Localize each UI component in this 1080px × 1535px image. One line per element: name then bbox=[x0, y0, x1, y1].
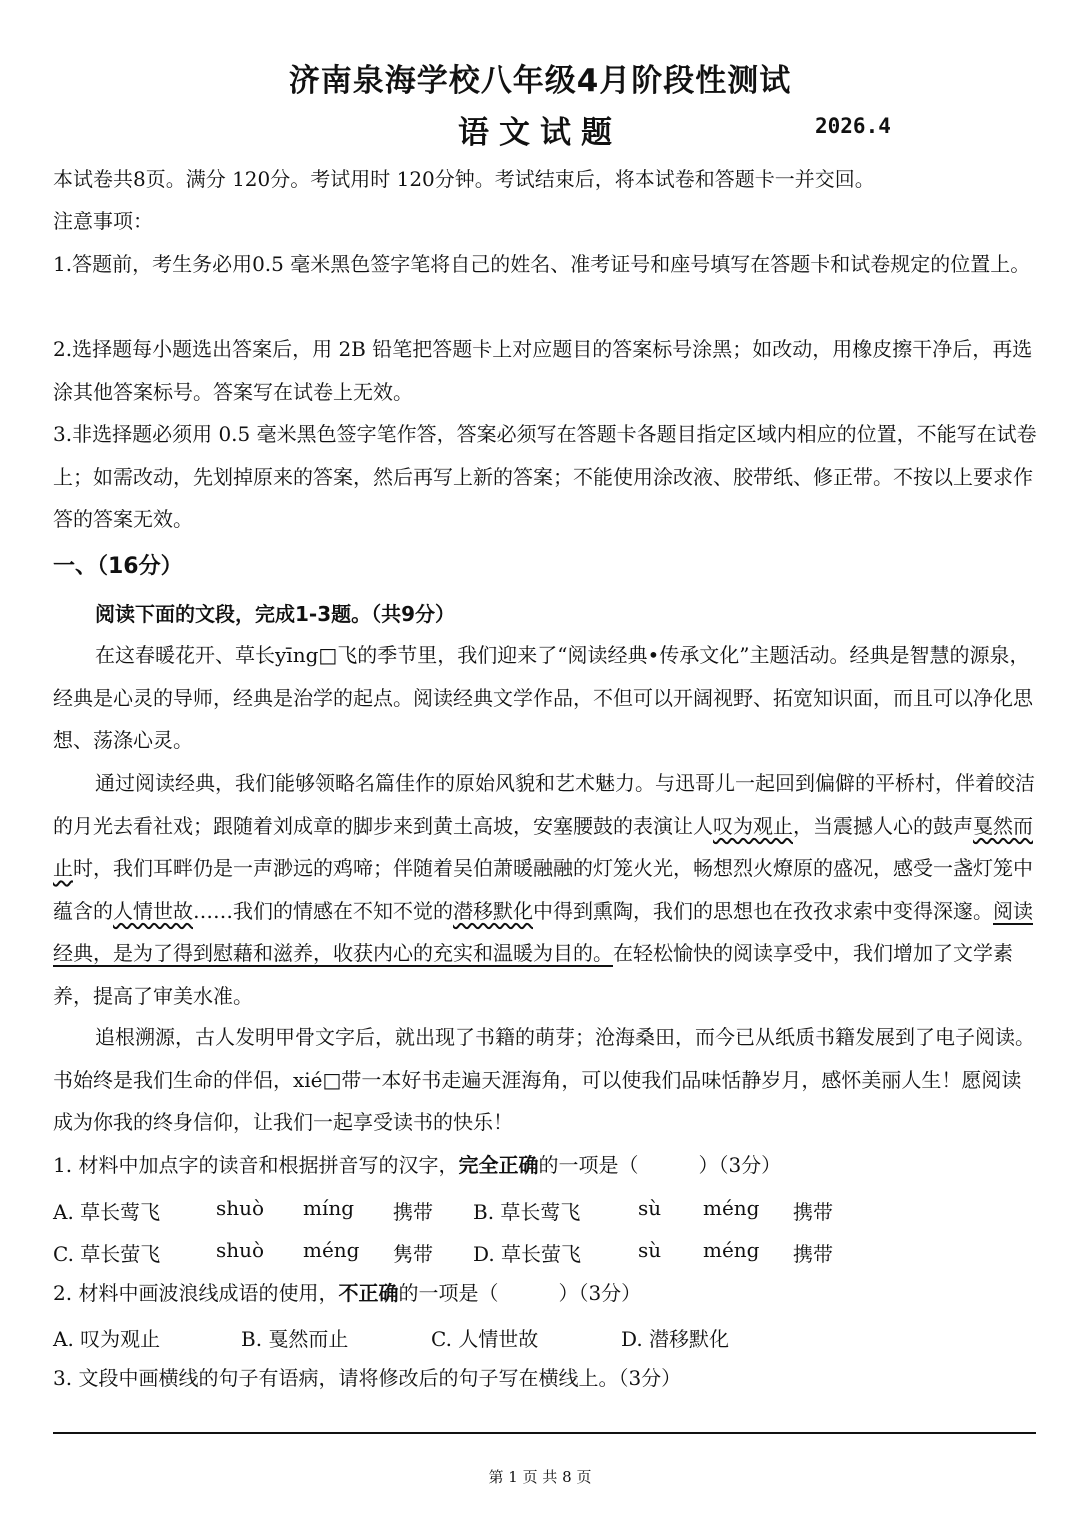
notice-label: 注意事项： bbox=[53, 209, 153, 233]
q1-stem-text: 1. 材料中加点字的读音和根据拼音写的汉字， bbox=[53, 1153, 459, 1177]
q1-option-b: B. 草长莺飞 bbox=[473, 1200, 581, 1224]
q2-stem-text: 2. 材料中画波浪线成语的使用， bbox=[53, 1281, 339, 1305]
underlined-sentence: 阅读经典，是为了得到慰藉和滋养，收获内心的充实和温暖为目的。 bbox=[53, 898, 1033, 965]
notice-1: 1.答题前，考生务必用0.5 毫米黑色签字笔将自己的姓名、准考证号和座号填写在答题卡和试卷规定的位置上。 bbox=[53, 252, 1031, 276]
p2-text: 通过阅读经典，我们能够领略名篇佳作的原始风貌和艺术魅力。与迅哥儿一起回到偏僻的平桥村，伴着皎洁的月光去看社戏；跟随着刘成章的脚步来到黄土高坡，安塞腰鼓的表演让人 bbox=[53, 771, 1035, 838]
q1-option-b-word: 携带 bbox=[793, 1200, 833, 1224]
q1-option-b-pinyin-2: méng bbox=[703, 1196, 760, 1220]
question-1-stem bbox=[53, 1144, 1038, 1187]
passage-paragraph-1: 在这春暖花开、草长yīng□飞的季节里，我们迎来了“阅读经典•传承文化”主题活动。经典是智慧的源泉，经典是心灵的导师，经典是治学的起点。阅读经典文学作品，不但可以开阔视野、拓宽知识面，而且可以净化思想、荡涤心灵。 bbox=[53, 643, 1033, 752]
q1-option-d-pinyin-1: sù bbox=[638, 1238, 662, 1262]
q1-option-c-word: 隽带 bbox=[393, 1242, 433, 1266]
wavy-idiom-1: 叹为观止 bbox=[713, 813, 793, 838]
answer-line bbox=[53, 1432, 1036, 1434]
q1-stem-text: 的一项是（ ）（3分） bbox=[538, 1153, 782, 1177]
q1-option-a-pinyin-1: shuò bbox=[216, 1196, 265, 1220]
wavy-idiom-2: 戛然而止 bbox=[53, 813, 1033, 880]
p2-text: 在轻松愉快的阅读享受中，我们增加了文学素养，提高了审美水准。 bbox=[53, 941, 1013, 1008]
q2-option-d: D. 潜移默化 bbox=[621, 1327, 730, 1351]
exam-subject: 语文试题 bbox=[458, 115, 622, 151]
reading-instruction: 阅读下面的文段，完成1-3题。（共9分） bbox=[95, 602, 456, 626]
q1-option-c-pinyin-2: méng bbox=[303, 1238, 360, 1262]
q1-option-d-word: 携带 bbox=[793, 1242, 833, 1266]
p2-text: 中得到熏陶，我们的思想也在孜孜求索中变得深邃。 bbox=[533, 898, 993, 923]
section-heading: 一、（16分） bbox=[53, 554, 183, 579]
q2-emphasis: 不正确 bbox=[338, 1281, 399, 1305]
notice-2: 2.选择题每小题选出答案后，用 2B 铅笔把答题卡上对应题目的答案标号涂黑；如改动，用橡皮擦干净后，再选涂其他答案标号。答案写在试卷上无效。 bbox=[53, 337, 1033, 404]
wavy-idiom-4: 潜移默化 bbox=[453, 898, 533, 923]
wavy-idiom-3: 人情世故 bbox=[113, 898, 193, 923]
q2-option-c: C. 人情世故 bbox=[431, 1327, 539, 1351]
passage-paragraph-2 bbox=[53, 762, 1038, 1017]
q1-option-a-word: 携带 bbox=[393, 1200, 433, 1224]
passage-paragraph-3: 追根溯源，古人发明甲骨文字后，就出现了书籍的萌芽；沧海桑田，而今已从纸质书籍发展到了电子阅读。书始终是我们生命的伴侣，xié□带一本好书走遍天涯海角，可以使我们品味恬静岁月，感怀美丽人生！愿阅读成为你我的终身信仰，让我们一起享受读书的快乐！ bbox=[53, 1025, 1035, 1134]
q2-stem-text: 的一项是（ ）（3分） bbox=[398, 1281, 642, 1305]
q1-emphasis: 完全正确 bbox=[458, 1153, 539, 1177]
q1-option-c-pinyin-1: shuò bbox=[216, 1238, 265, 1262]
q1-option-a: A. 草长莺飞 bbox=[53, 1200, 161, 1224]
notice-3: 3.非选择题必须用 0.5 毫米黑色签字笔作答，答案必须写在答题卡各题目指定区域内相应的位置，不能写在试卷上；如需改动，先划掉原来的答案，然后再写上新的答案；不能使用涂改液、胶带纸、修正带。不按以上要求作答的答案无效。 bbox=[53, 422, 1037, 531]
p2-text: 时，我们耳畔仍是一声渺远的鸡啼；伴随着吴伯萧暖融融的灯笼火光，畅想烈火燎原的盛况，感受一盏灯笼中蕴含的 bbox=[53, 856, 1033, 923]
q1-option-c: C. 草长萤飞 bbox=[53, 1242, 161, 1266]
q1-option-b-pinyin-1: sù bbox=[638, 1196, 662, 1220]
exam-date: 2026.4 bbox=[815, 114, 891, 138]
question-3-stem: 3. 文段中画横线的句子有语病，请将修改后的句子写在横线上。（3分） bbox=[53, 1366, 682, 1390]
q1-option-a-pinyin-2: míng bbox=[303, 1196, 355, 1220]
p2-text: ……我们的情感在不知不觉的 bbox=[193, 898, 453, 923]
q1-option-d: D. 草长萤飞 bbox=[473, 1242, 582, 1266]
q2-option-b: B. 戛然而止 bbox=[241, 1327, 349, 1351]
q1-option-d-pinyin-2: méng bbox=[703, 1238, 760, 1262]
exam-title: 济南泉海学校八年级4月阶段性测试 bbox=[288, 63, 792, 99]
page-footer: 第 1 页 共 8 页 bbox=[488, 1468, 592, 1486]
q2-option-a: A. 叹为观止 bbox=[53, 1327, 161, 1351]
intro-text: 本试卷共8页。满分 120分。考试用时 120分钟。考试结束后，将本试卷和答题卡一并交回。 bbox=[53, 167, 875, 191]
p2-text: ，当震撼人心的鼓声 bbox=[793, 813, 973, 838]
question-2-stem bbox=[53, 1272, 1038, 1315]
